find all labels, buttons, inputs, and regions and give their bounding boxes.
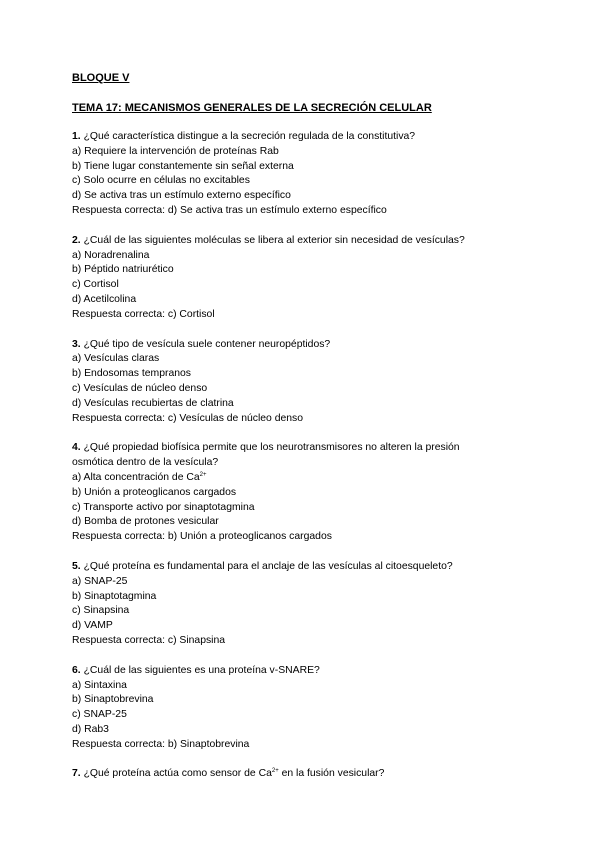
option-b: b) Sinaptobrevina bbox=[72, 694, 154, 706]
question-number: 7. bbox=[72, 768, 81, 780]
question-6-text bbox=[72, 664, 542, 679]
question-prompt: ¿Cuál de las siguientes es una proteína v-SNARE? bbox=[83, 664, 320, 676]
option-a bbox=[72, 471, 542, 486]
question-5 bbox=[72, 560, 542, 649]
option-d: d) Se activa tras un estímulo externo específico bbox=[72, 190, 291, 202]
correct-answer: Respuesta correcta: b) Unión a proteoglicanos cargados bbox=[72, 531, 332, 543]
correct-answer: Respuesta correcta: c) Cortisol bbox=[72, 308, 215, 320]
option-c: c) Sinapsina bbox=[72, 605, 130, 617]
question-4-text bbox=[72, 441, 542, 456]
question-number: 4. bbox=[72, 442, 81, 454]
question-3-text bbox=[72, 338, 542, 353]
option-a: a) Vesículas claras bbox=[72, 353, 160, 365]
question-prompt: ¿Qué característica distingue a la secreción regulada de la constitutiva? bbox=[83, 131, 416, 142]
option-b: b) Unión a proteoglicanos cargados bbox=[72, 486, 237, 498]
question-5-text bbox=[72, 560, 542, 575]
option-b: b) Endosomas tempranos bbox=[72, 368, 191, 380]
question-number: 3. bbox=[72, 338, 81, 350]
question-2 bbox=[72, 234, 542, 323]
option-d: d) Rab3 bbox=[72, 723, 109, 735]
question-1 bbox=[72, 130, 542, 219]
option-b: b) Tiene lugar constantemente sin señal externa bbox=[72, 160, 294, 172]
option-b: b) Sinaptotagmina bbox=[72, 590, 157, 602]
question-4 bbox=[72, 441, 542, 545]
question-prompt-line-1: ¿Qué propiedad biofísica permite que los neurotransmisores no alteren la presión bbox=[83, 442, 460, 454]
option-a: a) Sintaxina bbox=[72, 679, 127, 691]
question-7-text bbox=[72, 767, 542, 782]
question-number: 5. bbox=[72, 560, 81, 572]
option-a: a) Noradrenalina bbox=[72, 249, 150, 261]
block-title: BLOQUE V bbox=[72, 72, 130, 84]
option-c: c) SNAP-25 bbox=[72, 709, 127, 721]
correct-answer: Respuesta correcta: b) Sinaptobrevina bbox=[72, 738, 250, 750]
option-a: a) Requiere la intervención de proteínas Rab bbox=[72, 145, 279, 157]
option-c: c) Cortisol bbox=[72, 279, 119, 291]
question-prompt: ¿Qué tipo de vesícula suele contener neuropéptidos? bbox=[83, 338, 331, 350]
question-prompt-prefix: ¿Qué proteína actúa como sensor de Ca bbox=[83, 768, 272, 780]
option-b: b) Péptido natriurético bbox=[72, 264, 174, 276]
document-page bbox=[72, 70, 542, 797]
option-c: c) Vesículas de núcleo denso bbox=[72, 382, 208, 394]
option-c: c) Transporte activo por sinaptotagmina bbox=[72, 501, 255, 513]
option-d: d) Bomba de protones vesicular bbox=[72, 516, 219, 528]
question-number: 2. bbox=[72, 234, 81, 246]
option-a-text: a) Alta concentración de Ca bbox=[72, 471, 200, 483]
question-number: 1. bbox=[72, 131, 81, 142]
option-a: a) SNAP-25 bbox=[72, 575, 128, 587]
question-2-text bbox=[72, 234, 542, 249]
question-prompt: ¿Qué proteína es fundamental para el anclaje de las vesículas al citoesqueleto? bbox=[83, 560, 453, 572]
correct-answer: Respuesta correcta: c) Vesículas de núcleo denso bbox=[72, 412, 304, 424]
question-prompt-line-2: osmótica dentro de la vesícula? bbox=[72, 457, 219, 469]
question-prompt: ¿Cuál de las siguientes moléculas se libera al exterior sin necesidad de vesículas? bbox=[83, 234, 465, 246]
correct-answer: Respuesta correcta: d) Se activa tras un estímulo externo específico bbox=[72, 204, 387, 216]
question-7 bbox=[72, 767, 542, 782]
question-3 bbox=[72, 338, 542, 427]
question-1-text bbox=[72, 130, 542, 145]
question-6 bbox=[72, 664, 542, 753]
superscript-charge: 2+ bbox=[271, 768, 279, 775]
superscript-charge: 2+ bbox=[199, 471, 207, 478]
question-list bbox=[72, 130, 542, 782]
option-c: c) Solo ocurre en células no excitables bbox=[72, 175, 250, 187]
topic-title: TEMA 17: MECANISMOS GENERALES DE LA SECRECIÓN CELULAR bbox=[72, 102, 432, 114]
question-number: 6. bbox=[72, 664, 81, 676]
option-d: d) Acetilcolina bbox=[72, 293, 137, 305]
question-prompt-suffix: en la fusión vesicular? bbox=[278, 768, 385, 780]
option-d: d) VAMP bbox=[72, 620, 113, 632]
correct-answer: Respuesta correcta: c) Sinapsina bbox=[72, 634, 226, 646]
option-d: d) Vesículas recubiertas de clatrina bbox=[72, 397, 234, 409]
